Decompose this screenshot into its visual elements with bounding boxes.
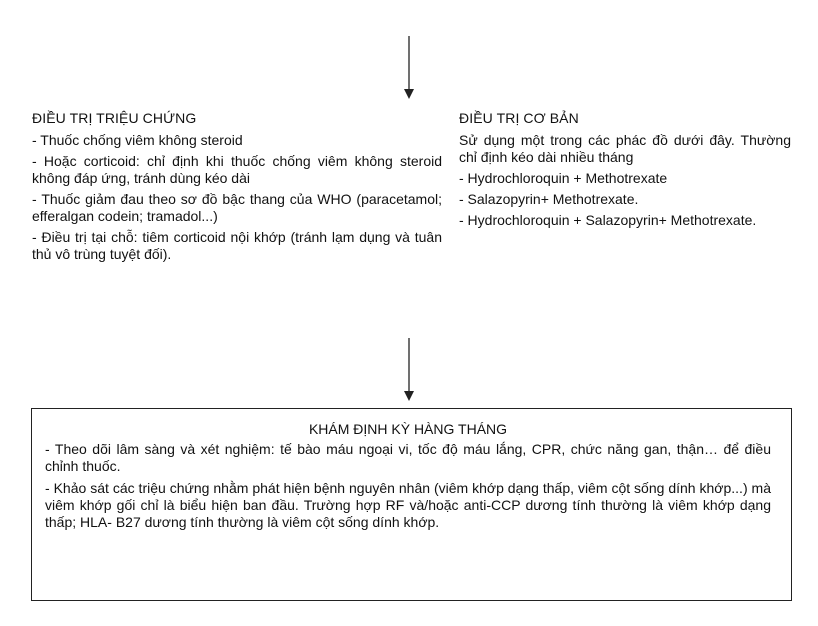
basic-item-intro: Sử dụng một trong các phác đồ dưới đây. Thường chỉ định kéo dài nhiều tháng	[459, 132, 791, 165]
symptomatic-item-nsaid: - Thuốc chống viêm không steroid	[32, 132, 243, 148]
basic-treatment-heading: ĐIỀU TRỊ CƠ BẢN	[459, 110, 579, 126]
symptomatic-treatment-heading: ĐIỀU TRỊ TRIỆU CHỨNG	[32, 110, 197, 126]
monthly-checkup-item-labs: - Theo dõi lâm sàng và xét nghiệm: tế bào máu ngoại vi, tốc độ máu lắng, CPR, chức năng gan, thận… để điều chỉnh thuốc.	[45, 441, 771, 474]
monthly-checkup-box	[31, 408, 792, 601]
flow-arrow-middle	[403, 338, 415, 402]
basic-item-regimen-3: - Hydrochloroquin + Salazopyrin+ Methotrexate.	[459, 212, 757, 228]
basic-item-regimen-2: - Salazopyrin+ Methotrexate.	[459, 191, 639, 207]
monthly-checkup-item-etiology: - Khảo sát các triệu chứng nhằm phát hiện bệnh nguyên nhân (viêm khớp dạng thấp, viêm cột sống dính khớp...) mà viêm khớp gối chỉ là biểu hiện ban đầu. Trường hợp RF và/hoặc anti-CCP dương tính thường là viêm khớp dạng thấp; HLA- B27 dương tính thường là viêm cột sống dính khớp.	[45, 480, 771, 530]
basic-item-regimen-1: - Hydrochloroquin + Methotrexate	[459, 170, 668, 186]
basic-treatment-section	[459, 110, 791, 233]
symptomatic-item-local: - Điều trị tại chỗ: tiêm corticoid nội khớp (tránh lạm dụng và tuân thủ vô trùng tuyệt đối).	[32, 229, 442, 262]
flow-arrow-top	[403, 36, 415, 100]
monthly-checkup-title: KHÁM ĐỊNH KỲ HÀNG THÁNG	[308, 421, 508, 437]
symptomatic-item-corticoid: - Hoặc corticoid: chỉ định khi thuốc chống viêm không steroid không đáp ứng, tránh dùng kéo dài	[32, 153, 442, 186]
symptomatic-item-analgesic: - Thuốc giảm đau theo sơ đồ bậc thang của WHO (paracetamol; efferalgan codein; tramadol...)	[32, 191, 442, 224]
symptomatic-treatment-section	[32, 110, 442, 267]
